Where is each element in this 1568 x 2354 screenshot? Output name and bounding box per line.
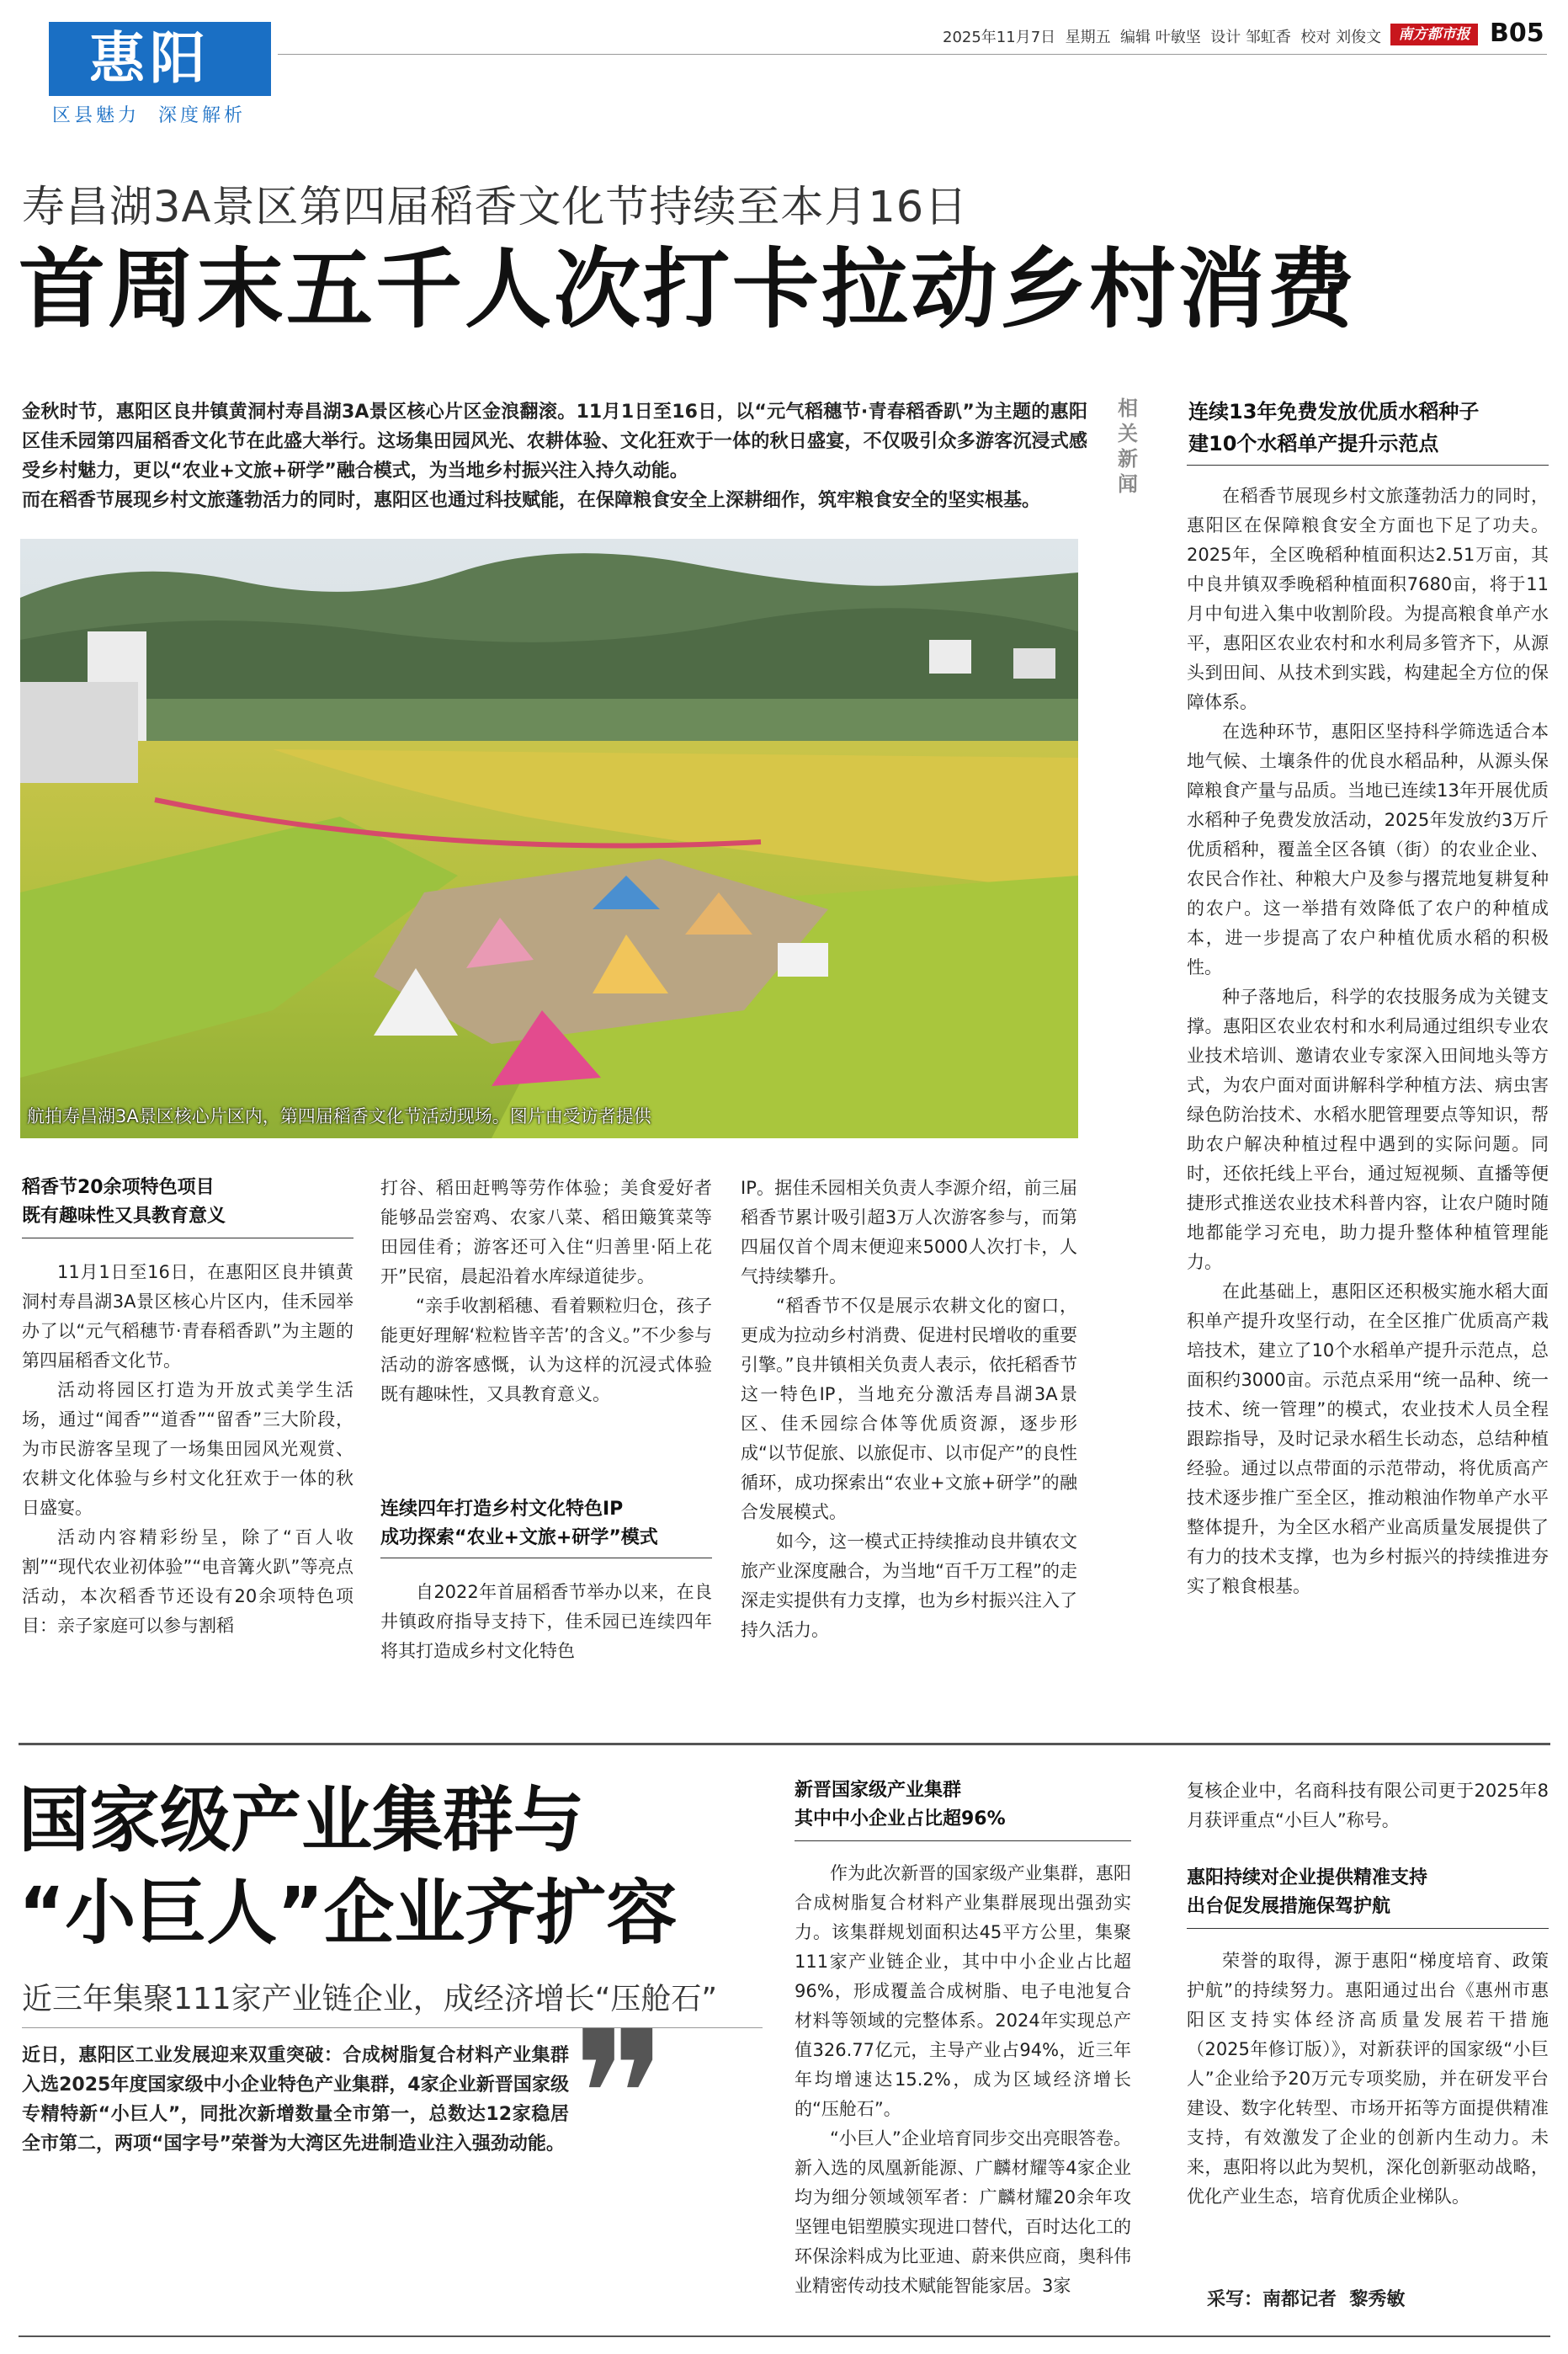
paragraph: “小巨人”企业培育同步交出亮眼答卷。新入选的凤凰新能源、广麟材耀等4家企业均为细分领域领军者：广麟材耀20余年攻坚锂电铝塑膜实现进口替代，百时达化工的环保涂料成为比亚迪、蔚来供应商，奥科伟业精密传动技术赋能智能家居。3家 — [795, 2128, 1131, 2296]
paragraph: 在稻香节展现乡村文旅蓬勃活力的同时，惠阳区在保障粮食安全方面也下足了功夫。2025年，全区晚稻种植面积达2.51万亩，其中良井镇双季晚稻种植面积7680亩，将于11月中旬进入集中收割阶段。为提高粮食单产水平，惠阳区农业农村和水利局多管齐下，从源头到田间、从技术到实践，构建起全方位的保障体系。 — [1187, 486, 1549, 712]
photo-caption: 航拍寿昌湖3A景区核心片区内，第四届稻香文化节活动现场。图片由受访者提供 — [27, 1106, 651, 1126]
paragraph: IP。据佳禾园相关负责人李源介绍，前三届稻香节累计吸引超3万人次游客参与，而第四届仅首个周末便迎来5000人次打卡，人气持续攀升。 — [741, 1178, 1077, 1286]
section-badge — [49, 22, 271, 96]
quote-mark-icon: ❞ — [572, 1993, 667, 2199]
paragraph: 打谷、稻田赶鸭等劳作体验；美食爱好者能够品尝窑鸡、农家八菜、稻田簸箕菜等田园佳肴；游客还可入住“归善里·陌上花开”民宿，晨起沿着水库绿道徒步。 — [380, 1178, 712, 1286]
section-title: 惠阳 — [89, 26, 210, 91]
story2-headline-line2: “小巨人”企业齐扩容 — [19, 1872, 678, 1954]
page-number: B05 — [1490, 19, 1544, 48]
paper-logo: 南方都市报 — [1390, 24, 1478, 45]
paragraph: 荣誉的取得，源于惠阳“梯度培育、政策护航”的持续努力。惠阳通过出台《惠州市惠阳区支持实体经济高质量发展若干措施（2025年修订版）》，对新获评的国家级“小巨人”企业给予20万元专项奖励，并在研发平台建设、数字化转型、市场开拓等方面提供精准支持，有效激发了企业的创新内生动力。未来，惠阳将以此为契机，深化创新驱动战略，优化产业生态，培育优质企业梯队。 — [1187, 1951, 1549, 2207]
story1-subhead-1: 稻香节20余项特色项目 既有趣味性又具教育意义 — [22, 1177, 226, 1227]
paragraph: 如今，这一模式正持续推动良井镇农文旅产业深度融合，为当地“百千万工程”的走深走实提供有力支撑，也为乡村振兴注入了持久活力。 — [741, 1531, 1077, 1640]
story1-column-2b — [380, 1578, 712, 1666]
story2-subtitle: 近三年集聚111家产业链企业，成经济增长“压舱石” — [22, 1982, 718, 2016]
paragraph: 自2022年首届稻香节举办以来，在良井镇政府指导支持下，佳禾园已连续四年将其打造成乡村文化特色 — [380, 1582, 712, 1661]
paragraph: 11月1日至16日，在惠阳区良井镇黄洞村寿昌湖3A景区核心片区内，佳禾园举办了以“元气稻穗节·青春稻香趴”为主题的第四届稻香文化节。 — [22, 1262, 353, 1371]
paragraph: 活动将园区打造为开放式美学生活场，通过“闻香”“道香”“留香”三大阶段，为市民游客呈现了一场集田园风光观赏、农耕文化体验与乡村文化狂欢于一体的秋日盛宴。 — [22, 1380, 353, 1518]
paragraph: 活动内容精彩纷呈，除了“百人收割”“现代农业初体验”“电音篝火趴”等亮点活动，本次稻香节还设有20余项特色项目：亲子家庭可以参与割稻 — [22, 1527, 353, 1636]
divider — [1187, 465, 1549, 466]
aerial-photo-illustration — [20, 539, 1078, 1138]
paragraph: 种子落地后，科学的农技服务成为关键支撑。惠阳区农业农村和水利局通过组织专业农业技术培训、邀请农业专家深入田间地头等方式，为农户面对面讲解科学种植方法、病虫害绿色防治技术、水稻水肥管理要点等知识，帮助农户解决种植过程中遇到的实际问题。同时，还依托线上平台，通过短视频、直播等便捷形式推送农业技术科普内容，让农户随时随地都能学习充电，助力提升整体种植管理能力。 — [1187, 987, 1549, 1272]
divider — [1187, 1928, 1549, 1929]
story2-subhead-1: 新晋国家级产业集群 其中中小企业占比超96% — [795, 1780, 1006, 1829]
section-divider — [19, 1743, 1550, 1745]
story1-lead — [22, 397, 1087, 515]
story2-headline-line1: 国家级产业集群与 — [19, 1779, 585, 1861]
section-tagline: 区县魅力 深度解析 — [52, 105, 246, 126]
story2-column-1 — [795, 1859, 1131, 2301]
story1-subhead-2: 连续四年打造乡村文化特色IP 成功探索“农业+文旅+研学”模式 — [380, 1499, 658, 1548]
sidebar-label: 相关新闻 — [1118, 397, 1138, 496]
story2-subhead-2: 惠阳持续对企业提供精准支持 出台促发展措施保驾护航 — [1187, 1867, 1428, 1917]
story1-column-3 — [741, 1174, 1077, 1645]
paragraph: 作为此次新晋的国家级产业集群，惠阳合成树脂复合材料产业集群展现出强劲实力。该集群规划面积达45平方公里，集聚111家产业链企业，其中中小企业占比超96%，形成覆盖合成树脂、电子电池复合材料等领域的完整体系。2024年实现总产值326.77亿元，主导产业占94%，近三年年均增速达15.2%，成为区域经济增长的“压舱石”。 — [795, 1863, 1131, 2119]
story2-column-2 — [1187, 1947, 1549, 2212]
story1-column-2 — [380, 1174, 712, 1409]
masthead-rule — [278, 54, 1547, 55]
dateline: 2025年11月7日 星期五 编辑 叶敏坚 设计 邹虹香 校对 刘俊文 — [943, 29, 1382, 46]
bottom-rule — [19, 2335, 1550, 2337]
paragraph: “亲手收割稻穗、看着颗粒归仓，孩子能更好理解‘粒粒皆辛苦’的含义。”不少参与活动的游客感慨，认为这样的沉浸式体验既有趣味性，又具教育意义。 — [380, 1296, 712, 1404]
story1-column-1 — [22, 1258, 353, 1641]
paragraph: “稻香节不仅是展示农耕文化的窗口，更成为拉动乡村消费、促进村民增收的重要引擎。”良井镇相关负责人表示，依托稻香节这一特色IP，当地充分激活寿昌湖3A景区、佳禾园综合体等优质资源，逐步形成“以节促旅、以旅促市、以市促产”的良性循环，成功探索出“农业+文旅+研学”的融合发展模式。 — [741, 1296, 1077, 1522]
byline: 采写：南都记者 黎秀敏 — [1207, 2289, 1406, 2310]
divider — [795, 1840, 1131, 1841]
paragraph: 在此基础上，惠阳区还积极实施水稻大面积单产提升攻坚行动，在全区推广优质高产栽培技术，建立了10个水稻单产提升示范点，总面积约3000亩。示范点采用“统一品种、统一技术、统一管理”的模式，农业技术人员全程跟踪指导，及时记录水稻生长动态，总结种植经验。通过以点带面的示范带动，将优质高产技术逐步推广至全区，推动粮油作物单产水平整体提升，为全区水稻产业高质量发展提供了有力的技术支撑，也为乡村振兴的持续推进夯实了粮食根基。 — [1187, 1281, 1549, 1596]
story1-kicker: 寿昌湖3A景区第四届稻香文化节持续至本月16日 — [22, 183, 969, 232]
aerial-photo — [20, 539, 1078, 1138]
story1-headline: 首周末五千人次打卡拉动乡村消费 — [19, 239, 1357, 340]
story1-lead-paragraph: 而在稻香节展现乡村文旅蓬勃活力的同时，惠阳区也通过科技赋能，在保障粮食安全上深耕细作，筑牢粮食安全的坚实根基。 — [22, 490, 1041, 511]
story1-lead-paragraph: 金秋时节，惠阳区良井镇黄洞村寿昌湖3A景区核心片区金浪翻滚。11月1日至16日，以“元气稻穗节·青春稻香趴”为主题的惠阳区佳禾园第四届稻香文化节在此盛大举行。这场集田园风光、农耕体验、文化狂欢于一体的秋日盛宴，不仅吸引众多游客沉浸式感受乡村魅力，更以“农业+文旅+研学”融合模式，为当地乡村振兴注入持久动能。 — [22, 402, 1087, 482]
story2-lead: 近日，惠阳区工业发展迎来双重突破：合成树脂复合材料产业集群入选2025年度国家级中小企业特色产业集群，4家企业新晋国家级专精特新“小巨人”，同批次新增数量全市第一，总数达12家稳居全市第二，两项“国字号”荣誉为大湾区先进制造业注入强劲动能。 — [22, 2045, 569, 2154]
story2-column-2-top: 复核企业中，名商科技有限公司更于2025年8月获评重点“小巨人”称号。 — [1187, 1781, 1549, 1830]
sidebar-body — [1187, 482, 1549, 1601]
sidebar-headline: 连续13年免费发放优质水稻种子 建10个水稻单产提升示范点 — [1188, 400, 1480, 455]
paragraph: 在选种环节，惠阳区坚持科学筛选适合本地气候、土壤条件的优良水稻品种，从源头保障粮食产量与品质。当地已连续13年开展优质水稻种子免费发放活动，2025年发放约3万斤优质稻种，覆盖全区各镇（街）的农业企业、农民合作社、种粮大户及参与撂荒地复耕复种的农户。这一举措有效降低了农户的种植成本，进一步提高了农户种植优质水稻的积极性。 — [1187, 722, 1549, 977]
